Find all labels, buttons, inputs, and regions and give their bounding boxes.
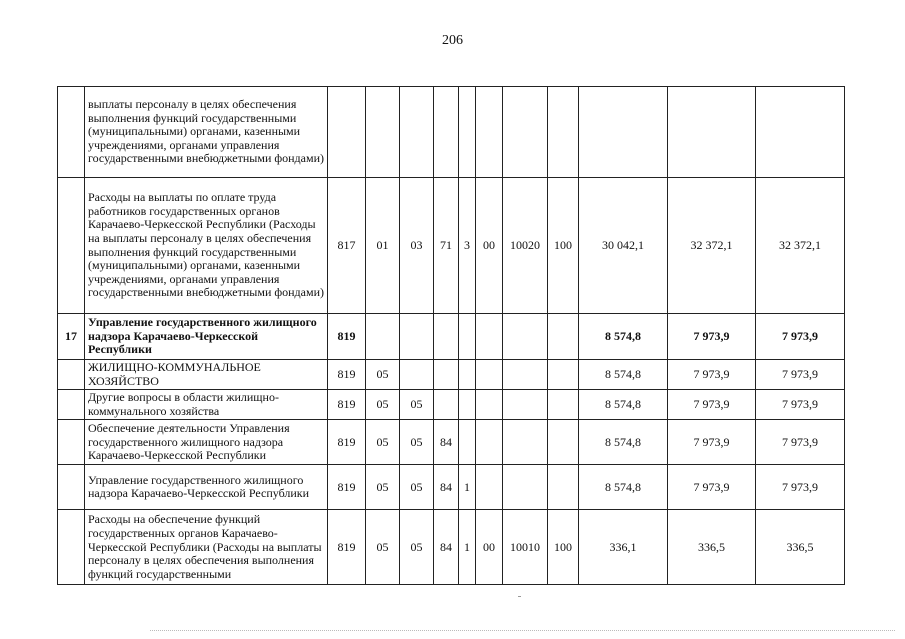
page-number: 206 (442, 33, 463, 48)
section-code-cell (366, 314, 400, 360)
main-activity-code-cell (476, 87, 503, 178)
subsection-code-cell (400, 314, 434, 360)
program-code-cell: 84 (434, 465, 459, 510)
expense-type-code-cell (548, 420, 579, 465)
amount-year-1-cell: 8 574,8 (579, 390, 668, 420)
subsection-code-cell: 05 (400, 510, 434, 585)
scan-artifact-line (150, 630, 895, 632)
amount-year-1-cell: 8 574,8 (579, 314, 668, 360)
row-number-cell (58, 420, 85, 465)
ministry-code-cell: 819 (328, 390, 366, 420)
amount-year-1-cell: 8 574,8 (579, 420, 668, 465)
amount-year-1-cell: 8 574,8 (579, 465, 668, 510)
expense-type-code-cell (548, 314, 579, 360)
item-name-cell: Расходы на выплаты по оплате труда работников государственных органов Карачаево-Черкесской Республики (Расходы на выплаты персоналу в целях обеспечения выполнения функций государственными (муниципальными) органами, казенными учреждениями, органами управления государственными внебюджетными фондами) (85, 178, 328, 314)
program-code-cell (434, 314, 459, 360)
subsection-code-cell (400, 360, 434, 390)
row-number-cell (58, 360, 85, 390)
amount-year-2-cell: 336,5 (668, 510, 756, 585)
row-number-cell (58, 390, 85, 420)
amount-year-2-cell: 7 973,9 (668, 390, 756, 420)
item-name-cell: Управление государственного жилищного надзора Карачаево-Черкесской Республики (85, 465, 328, 510)
subprogram-code-cell: 1 (459, 510, 476, 585)
amount-year-2-cell: 32 372,1 (668, 178, 756, 314)
subsection-code-cell: 05 (400, 420, 434, 465)
amount-year-3-cell: 7 973,9 (756, 420, 845, 465)
amount-year-1-cell (579, 87, 668, 178)
main-activity-code-cell (476, 360, 503, 390)
amount-year-3-cell: 32 372,1 (756, 178, 845, 314)
amount-year-2-cell: 7 973,9 (668, 314, 756, 360)
section-code-cell: 05 (366, 465, 400, 510)
subprogram-code-cell (459, 420, 476, 465)
table-body (58, 87, 845, 585)
ministry-code-cell: 819 (328, 465, 366, 510)
scan-artifact (518, 596, 521, 597)
program-code-cell (434, 360, 459, 390)
amount-year-3-cell: 7 973,9 (756, 314, 845, 360)
item-name-cell: Расходы на обеспечение функций государственных органов Карачаево-Черкесской Республики (Расходы на выплаты персоналу в целях обеспечения выполнения функций государственными (85, 510, 328, 585)
program-code-cell: 84 (434, 510, 459, 585)
expense-type-code-cell (548, 390, 579, 420)
amount-year-1-cell: 8 574,8 (579, 360, 668, 390)
expense-type-code-cell: 100 (548, 510, 579, 585)
program-code-cell (434, 87, 459, 178)
amount-year-2-cell: 7 973,9 (668, 360, 756, 390)
section-code-cell (366, 87, 400, 178)
item-name-cell: Обеспечение деятельности Управления государственного жилищного надзора Карачаево-Черкесской Республики (85, 420, 328, 465)
amount-year-2-cell: 7 973,9 (668, 465, 756, 510)
subprogram-code-cell (459, 390, 476, 420)
subsection-code-cell: 03 (400, 178, 434, 314)
amount-year-1-cell: 336,1 (579, 510, 668, 585)
ministry-code-cell (328, 87, 366, 178)
main-activity-code-cell: 00 (476, 178, 503, 314)
amount-year-3-cell: 7 973,9 (756, 390, 845, 420)
amount-year-3-cell: 336,5 (756, 510, 845, 585)
table-row (58, 314, 845, 360)
program-code-cell: 71 (434, 178, 459, 314)
main-activity-code-cell (476, 390, 503, 420)
amount-year-2-cell (668, 87, 756, 178)
direction-code-cell (503, 314, 548, 360)
subprogram-code-cell (459, 87, 476, 178)
row-number-cell (58, 178, 85, 314)
ministry-code-cell: 819 (328, 360, 366, 390)
main-activity-code-cell (476, 465, 503, 510)
program-code-cell: 84 (434, 420, 459, 465)
budget-table (57, 86, 845, 585)
section-code-cell: 05 (366, 420, 400, 465)
section-code-cell: 05 (366, 510, 400, 585)
item-name-cell: ЖИЛИЩНО-КОММУНАЛЬНОЕ ХОЗЯЙСТВО (85, 360, 328, 390)
section-code-cell: 05 (366, 390, 400, 420)
item-name-cell: выплаты персоналу в целях обеспечения выполнения функций государственными (муниципальными) органами, казенными учреждениями, органами управления государственными внебюджетными фондами) (85, 87, 328, 178)
amount-year-3-cell (756, 87, 845, 178)
program-code-cell (434, 390, 459, 420)
table-row (58, 465, 845, 510)
row-number-cell (58, 87, 85, 178)
main-activity-code-cell (476, 420, 503, 465)
expense-type-code-cell (548, 360, 579, 390)
main-activity-code-cell (476, 314, 503, 360)
direction-code-cell: 10020 (503, 178, 548, 314)
direction-code-cell: 10010 (503, 510, 548, 585)
section-code-cell: 05 (366, 360, 400, 390)
expense-type-code-cell (548, 87, 579, 178)
table-row (58, 390, 845, 420)
row-number-cell: 17 (58, 314, 85, 360)
ministry-code-cell: 819 (328, 420, 366, 465)
ministry-code-cell: 819 (328, 510, 366, 585)
subprogram-code-cell: 1 (459, 465, 476, 510)
table-row (58, 420, 845, 465)
subsection-code-cell: 05 (400, 390, 434, 420)
table-row (58, 178, 845, 314)
subsection-code-cell (400, 87, 434, 178)
subprogram-code-cell: 3 (459, 178, 476, 314)
table-row (58, 87, 845, 178)
row-number-cell (58, 465, 85, 510)
direction-code-cell (503, 420, 548, 465)
amount-year-3-cell: 7 973,9 (756, 465, 845, 510)
expense-type-code-cell (548, 465, 579, 510)
direction-code-cell (503, 87, 548, 178)
section-code-cell: 01 (366, 178, 400, 314)
table-row (58, 360, 845, 390)
subprogram-code-cell (459, 360, 476, 390)
subprogram-code-cell (459, 314, 476, 360)
item-name-cell: Другие вопросы в области жилищно-коммунального хозяйства (85, 390, 328, 420)
direction-code-cell (503, 360, 548, 390)
direction-code-cell (503, 390, 548, 420)
amount-year-3-cell: 7 973,9 (756, 360, 845, 390)
direction-code-cell (503, 465, 548, 510)
amount-year-1-cell: 30 042,1 (579, 178, 668, 314)
ministry-code-cell: 817 (328, 178, 366, 314)
amount-year-2-cell: 7 973,9 (668, 420, 756, 465)
row-number-cell (58, 510, 85, 585)
ministry-code-cell: 819 (328, 314, 366, 360)
table-row (58, 510, 845, 585)
main-activity-code-cell: 00 (476, 510, 503, 585)
expense-type-code-cell: 100 (548, 178, 579, 314)
subsection-code-cell: 05 (400, 465, 434, 510)
item-name-cell: Управление государственного жилищного надзора Карачаево-Черкесской Республики (85, 314, 328, 360)
